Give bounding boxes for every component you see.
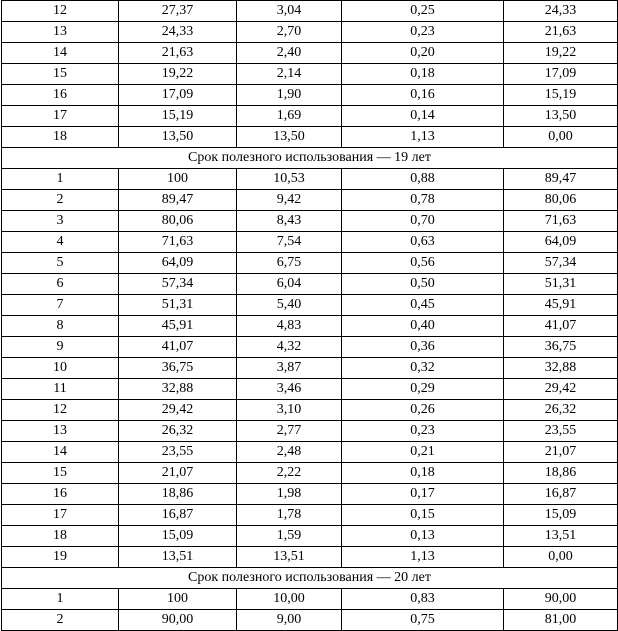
- residual-value-cell: 36,75: [504, 337, 618, 358]
- start-value-cell: 51,31: [119, 295, 237, 316]
- start-value-cell: 21,07: [119, 463, 237, 484]
- annual-depreciation-cell: 6,04: [237, 274, 342, 295]
- residual-value-cell: 24,33: [504, 1, 618, 22]
- start-value-cell: 45,91: [119, 316, 237, 337]
- start-value-cell: 27,37: [119, 1, 237, 22]
- monthly-depreciation-cell: 0,88: [342, 169, 504, 190]
- period-cell: 12: [2, 400, 119, 421]
- depreciation-table-body: [2, 1, 618, 631]
- table-row: [2, 421, 618, 442]
- start-value-cell: 26,32: [119, 421, 237, 442]
- annual-depreciation-cell: 3,10: [237, 400, 342, 421]
- period-cell: 19: [2, 547, 119, 568]
- period-cell: 1: [2, 589, 119, 610]
- period-cell: 13: [2, 421, 119, 442]
- start-value-cell: 100: [119, 169, 237, 190]
- monthly-depreciation-cell: 0,50: [342, 274, 504, 295]
- table-row: [2, 64, 618, 85]
- residual-value-cell: 41,07: [504, 316, 618, 337]
- annual-depreciation-cell: 2,77: [237, 421, 342, 442]
- residual-value-cell: 18,86: [504, 463, 618, 484]
- monthly-depreciation-cell: 0,13: [342, 526, 504, 547]
- table-row: [2, 337, 618, 358]
- annual-depreciation-cell: 7,54: [237, 232, 342, 253]
- table-row: [2, 43, 618, 64]
- start-value-cell: 13,51: [119, 547, 237, 568]
- table-row: [2, 22, 618, 43]
- table-row: [2, 1, 618, 22]
- period-cell: 18: [2, 127, 119, 148]
- period-cell: 15: [2, 64, 119, 85]
- start-value-cell: 36,75: [119, 358, 237, 379]
- period-cell: 7: [2, 295, 119, 316]
- monthly-depreciation-cell: 0,70: [342, 211, 504, 232]
- annual-depreciation-cell: 3,04: [237, 1, 342, 22]
- annual-depreciation-cell: 3,46: [237, 379, 342, 400]
- period-cell: 5: [2, 253, 119, 274]
- residual-value-cell: 80,06: [504, 190, 618, 211]
- residual-value-cell: 45,91: [504, 295, 618, 316]
- table-row: [2, 232, 618, 253]
- residual-value-cell: 57,34: [504, 253, 618, 274]
- start-value-cell: 23,55: [119, 442, 237, 463]
- residual-value-cell: 21,07: [504, 442, 618, 463]
- table-row: [2, 169, 618, 190]
- period-cell: 14: [2, 442, 119, 463]
- table-row: [2, 253, 618, 274]
- start-value-cell: 13,50: [119, 127, 237, 148]
- start-value-cell: 32,88: [119, 379, 237, 400]
- monthly-depreciation-cell: 0,14: [342, 106, 504, 127]
- monthly-depreciation-cell: 0,18: [342, 64, 504, 85]
- annual-depreciation-cell: 5,40: [237, 295, 342, 316]
- monthly-depreciation-cell: 1,13: [342, 127, 504, 148]
- start-value-cell: 64,09: [119, 253, 237, 274]
- annual-depreciation-cell: 1,90: [237, 85, 342, 106]
- period-cell: 2: [2, 190, 119, 211]
- annual-depreciation-cell: 6,75: [237, 253, 342, 274]
- residual-value-cell: 0,00: [504, 547, 618, 568]
- period-cell: 18: [2, 526, 119, 547]
- section-title: Срок полезного использования — 19 лет: [2, 148, 618, 169]
- section-header-row: [2, 148, 618, 169]
- monthly-depreciation-cell: 0,15: [342, 505, 504, 526]
- start-value-cell: 17,09: [119, 85, 237, 106]
- residual-value-cell: 16,87: [504, 484, 618, 505]
- annual-depreciation-cell: 8,43: [237, 211, 342, 232]
- table-row: [2, 526, 618, 547]
- monthly-depreciation-cell: 0,20: [342, 43, 504, 64]
- monthly-depreciation-cell: 0,83: [342, 589, 504, 610]
- residual-value-cell: 0,00: [504, 127, 618, 148]
- period-cell: 9: [2, 337, 119, 358]
- residual-value-cell: 23,55: [504, 421, 618, 442]
- monthly-depreciation-cell: 0,18: [342, 463, 504, 484]
- table-row: [2, 190, 618, 211]
- table-row: [2, 400, 618, 421]
- annual-depreciation-cell: 2,14: [237, 64, 342, 85]
- period-cell: 11: [2, 379, 119, 400]
- residual-value-cell: 89,47: [504, 169, 618, 190]
- residual-value-cell: 21,63: [504, 22, 618, 43]
- start-value-cell: 89,47: [119, 190, 237, 211]
- period-cell: 13: [2, 22, 119, 43]
- period-cell: 3: [2, 211, 119, 232]
- monthly-depreciation-cell: 0,56: [342, 253, 504, 274]
- start-value-cell: 80,06: [119, 211, 237, 232]
- table-row: [2, 505, 618, 526]
- monthly-depreciation-cell: 0,17: [342, 484, 504, 505]
- start-value-cell: 15,09: [119, 526, 237, 547]
- annual-depreciation-cell: 2,40: [237, 43, 342, 64]
- start-value-cell: 24,33: [119, 22, 237, 43]
- period-cell: 15: [2, 463, 119, 484]
- annual-depreciation-cell: 10,00: [237, 589, 342, 610]
- table-row: [2, 316, 618, 337]
- start-value-cell: 29,42: [119, 400, 237, 421]
- table-row: [2, 358, 618, 379]
- annual-depreciation-cell: 3,87: [237, 358, 342, 379]
- residual-value-cell: 32,88: [504, 358, 618, 379]
- monthly-depreciation-cell: 0,16: [342, 85, 504, 106]
- monthly-depreciation-cell: 0,32: [342, 358, 504, 379]
- table-row: [2, 484, 618, 505]
- period-cell: 4: [2, 232, 119, 253]
- residual-value-cell: 81,00: [504, 610, 618, 631]
- annual-depreciation-cell: 2,22: [237, 463, 342, 484]
- period-cell: 16: [2, 85, 119, 106]
- start-value-cell: 18,86: [119, 484, 237, 505]
- residual-value-cell: 17,09: [504, 64, 618, 85]
- annual-depreciation-cell: 13,51: [237, 547, 342, 568]
- annual-depreciation-cell: 2,70: [237, 22, 342, 43]
- residual-value-cell: 15,09: [504, 505, 618, 526]
- annual-depreciation-cell: 1,69: [237, 106, 342, 127]
- monthly-depreciation-cell: 0,25: [342, 1, 504, 22]
- start-value-cell: 57,34: [119, 274, 237, 295]
- period-cell: 1: [2, 169, 119, 190]
- period-cell: 17: [2, 106, 119, 127]
- residual-value-cell: 51,31: [504, 274, 618, 295]
- residual-value-cell: 71,63: [504, 211, 618, 232]
- annual-depreciation-cell: 9,00: [237, 610, 342, 631]
- depreciation-table: [1, 0, 618, 631]
- period-cell: 8: [2, 316, 119, 337]
- start-value-cell: 15,19: [119, 106, 237, 127]
- table-row: [2, 106, 618, 127]
- residual-value-cell: 19,22: [504, 43, 618, 64]
- table-row: [2, 295, 618, 316]
- period-cell: 14: [2, 43, 119, 64]
- period-cell: 12: [2, 1, 119, 22]
- table-row: [2, 274, 618, 295]
- monthly-depreciation-cell: 0,75: [342, 610, 504, 631]
- start-value-cell: 41,07: [119, 337, 237, 358]
- residual-value-cell: 15,19: [504, 85, 618, 106]
- table-row: [2, 85, 618, 106]
- table-row: [2, 379, 618, 400]
- annual-depreciation-cell: 13,50: [237, 127, 342, 148]
- section-header-row: [2, 568, 618, 589]
- monthly-depreciation-cell: 0,78: [342, 190, 504, 211]
- table-row: [2, 610, 618, 631]
- start-value-cell: 21,63: [119, 43, 237, 64]
- table-row: [2, 463, 618, 484]
- start-value-cell: 19,22: [119, 64, 237, 85]
- start-value-cell: 16,87: [119, 505, 237, 526]
- residual-value-cell: 64,09: [504, 232, 618, 253]
- monthly-depreciation-cell: 0,29: [342, 379, 504, 400]
- table-row: [2, 127, 618, 148]
- period-cell: 10: [2, 358, 119, 379]
- table-row: [2, 547, 618, 568]
- annual-depreciation-cell: 2,48: [237, 442, 342, 463]
- annual-depreciation-cell: 9,42: [237, 190, 342, 211]
- table-row: [2, 442, 618, 463]
- residual-value-cell: 13,51: [504, 526, 618, 547]
- residual-value-cell: 29,42: [504, 379, 618, 400]
- period-cell: 17: [2, 505, 119, 526]
- period-cell: 2: [2, 610, 119, 631]
- monthly-depreciation-cell: 0,40: [342, 316, 504, 337]
- monthly-depreciation-cell: 0,23: [342, 421, 504, 442]
- annual-depreciation-cell: 4,83: [237, 316, 342, 337]
- monthly-depreciation-cell: 0,63: [342, 232, 504, 253]
- start-value-cell: 71,63: [119, 232, 237, 253]
- monthly-depreciation-cell: 0,36: [342, 337, 504, 358]
- annual-depreciation-cell: 4,32: [237, 337, 342, 358]
- period-cell: 6: [2, 274, 119, 295]
- residual-value-cell: 26,32: [504, 400, 618, 421]
- annual-depreciation-cell: 1,78: [237, 505, 342, 526]
- period-cell: 16: [2, 484, 119, 505]
- monthly-depreciation-cell: 0,45: [342, 295, 504, 316]
- residual-value-cell: 90,00: [504, 589, 618, 610]
- monthly-depreciation-cell: 0,26: [342, 400, 504, 421]
- annual-depreciation-cell: 10,53: [237, 169, 342, 190]
- annual-depreciation-cell: 1,98: [237, 484, 342, 505]
- monthly-depreciation-cell: 0,21: [342, 442, 504, 463]
- start-value-cell: 100: [119, 589, 237, 610]
- table-row: [2, 211, 618, 232]
- section-title: Срок полезного использования — 20 лет: [2, 568, 618, 589]
- monthly-depreciation-cell: 1,13: [342, 547, 504, 568]
- annual-depreciation-cell: 1,59: [237, 526, 342, 547]
- residual-value-cell: 13,50: [504, 106, 618, 127]
- monthly-depreciation-cell: 0,23: [342, 22, 504, 43]
- start-value-cell: 90,00: [119, 610, 237, 631]
- table-row: [2, 589, 618, 610]
